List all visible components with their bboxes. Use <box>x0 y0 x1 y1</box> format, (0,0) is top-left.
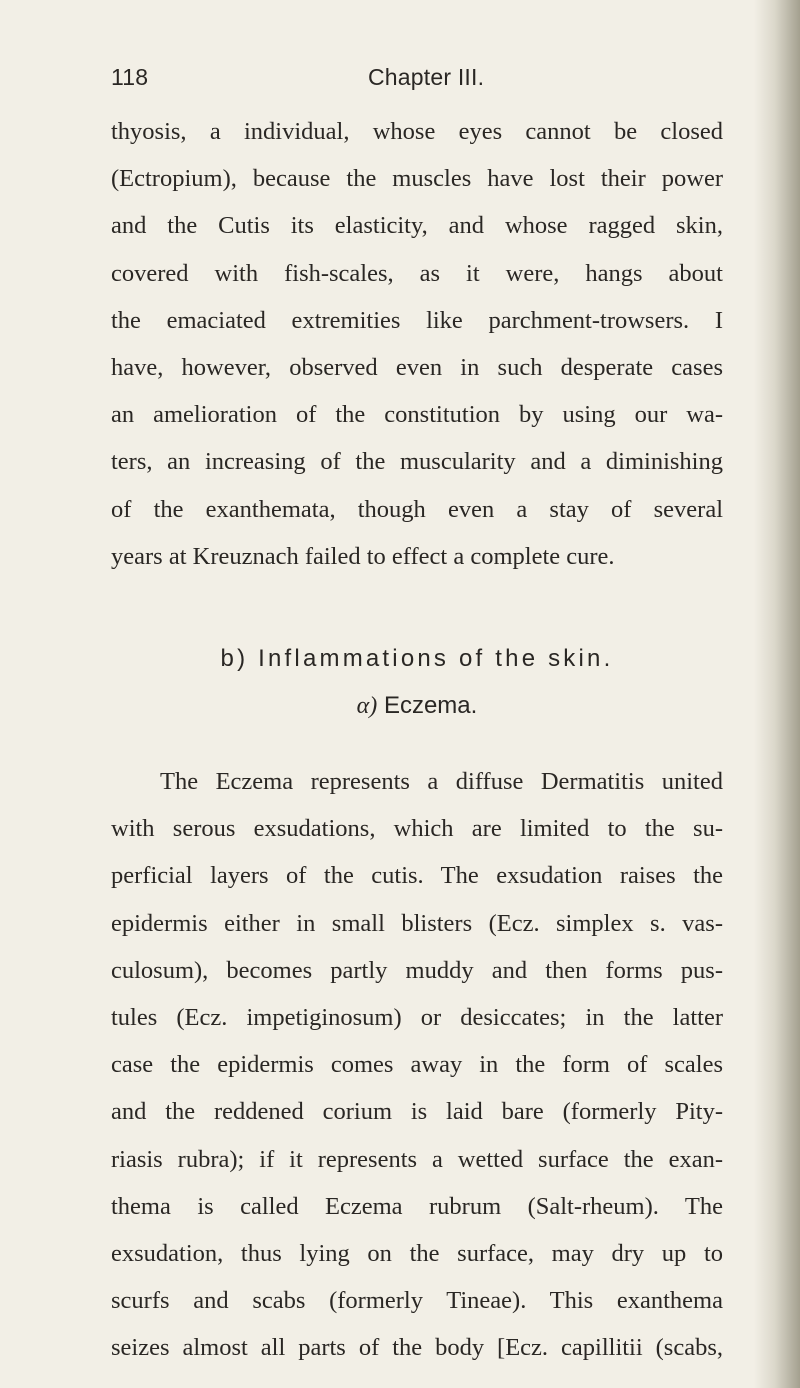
text-line: thema is called Eczema rubrum (Salt-rheum). The <box>111 1192 723 1220</box>
text-line: perficial layers of the cutis. The exsudation raises the <box>111 862 723 890</box>
page-edge-shadow <box>754 0 800 1388</box>
text-line: scurfs and scabs (formerly Tineae). This exanthema <box>111 1287 723 1315</box>
page-header <box>111 64 721 100</box>
section-heading: b) Inflammations of the skin. <box>220 645 614 672</box>
subheading-marker: α) <box>356 693 378 719</box>
text-line: with serous exsudations, which are limited to the su- <box>111 815 723 843</box>
subheading-eczema <box>111 692 723 720</box>
text-line: have, however, observed even in such desperate cases <box>111 353 723 381</box>
page-number: 118 <box>111 64 149 90</box>
text-line: tules (Ecz. impetiginosum) or desiccates; in the latter <box>111 1003 723 1031</box>
text-line: and the Cutis its elasticity, and whose ragged skin, <box>111 212 723 240</box>
text-line: seizes almost all parts of the body [Ecz. capillitii (scabs, <box>111 1334 723 1362</box>
text-line: of the exanthemata, though even a stay of several <box>111 495 723 523</box>
text-line: riasis rubra); if it represents a wetted surface the exan- <box>111 1145 723 1173</box>
text-line: covered with fish-scales, as it were, hangs about <box>111 259 723 287</box>
text-line: epidermis either in small blisters (Ecz. simplex s. vas- <box>111 909 723 937</box>
text-line: the emaciated extremities like parchment-trowsers. I <box>111 306 723 334</box>
subheading-title: Eczema. <box>383 692 478 719</box>
text-line: ters, an increasing of the muscularity and a diminishing <box>111 448 723 476</box>
text-line: years at Kreuznach failed to effect a complete cure. <box>111 542 615 570</box>
text-line: exsudation, thus lying on the surface, may dry up to <box>111 1239 723 1267</box>
running-head: Chapter III. <box>368 64 485 90</box>
text-line: The Eczema represents a diffuse Dermatitis united <box>160 768 723 795</box>
paragraph-eczema <box>111 758 723 1371</box>
text-line: culosum), becomes partly muddy and then forms pus- <box>111 956 723 984</box>
text-line: thyosis, a individual, whose eyes cannot be closed <box>111 118 723 145</box>
text-line: an amelioration of the constitution by using our wa- <box>111 401 723 429</box>
paragraph-ichthyosis <box>111 108 723 580</box>
text-line: and the reddened corium is laid bare (formerly Pity- <box>111 1098 723 1126</box>
text-line: (Ectropium), because the muscles have lost their power <box>111 165 723 193</box>
text-line: case the epidermis comes away in the form of scales <box>111 1051 723 1079</box>
